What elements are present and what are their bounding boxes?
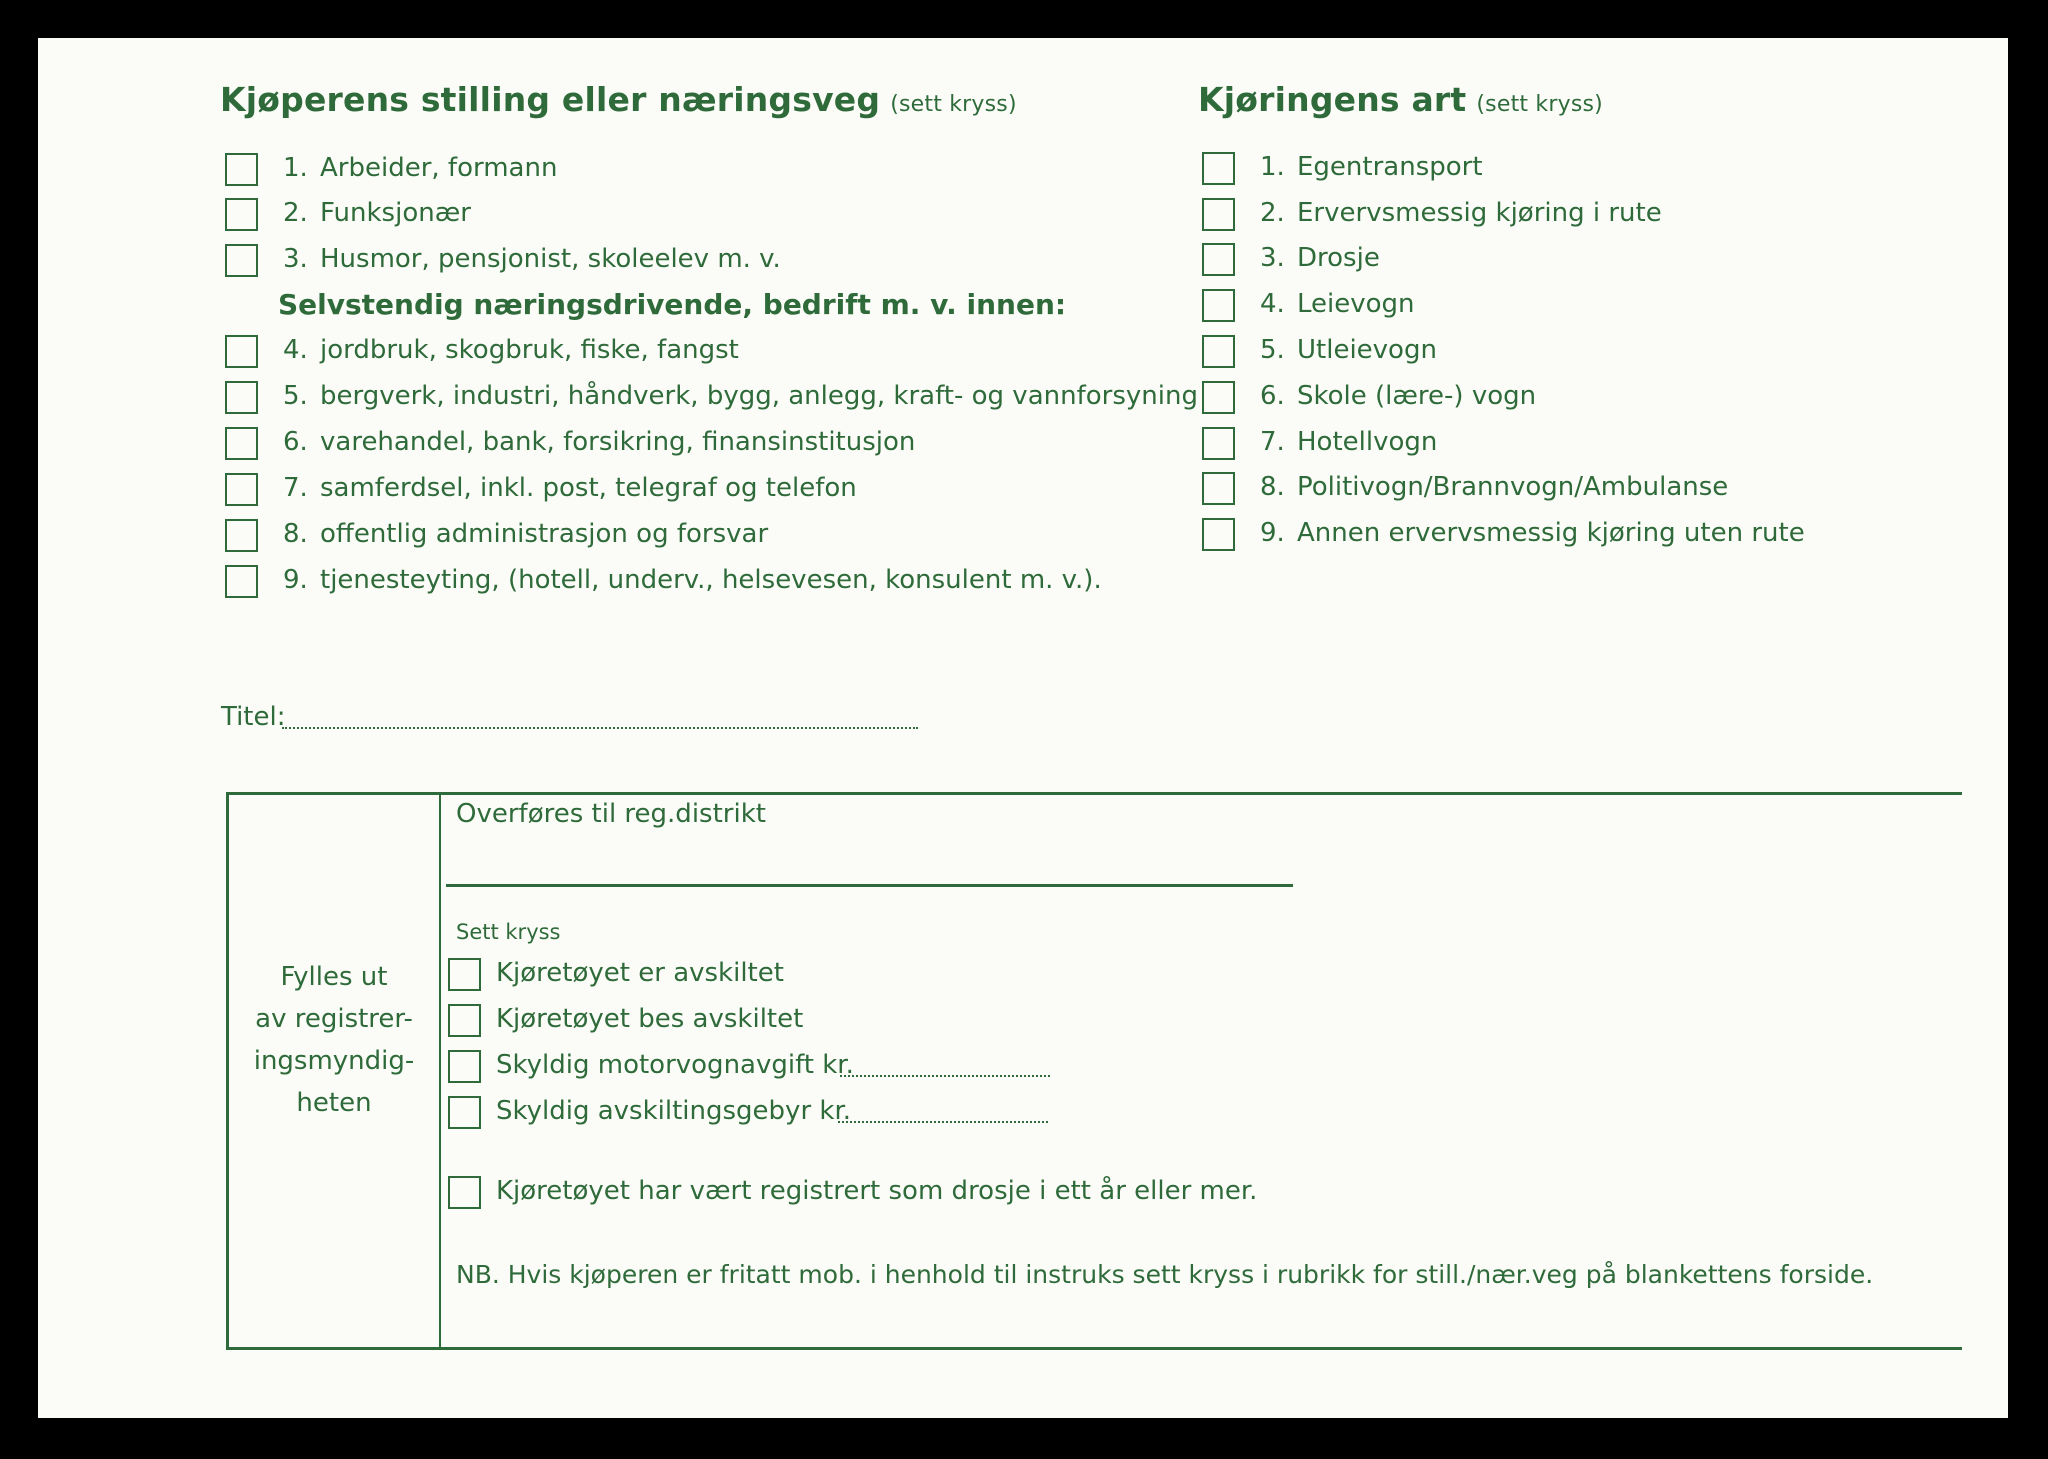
sett-kryss-label: Sett kryss bbox=[456, 920, 561, 944]
driving-type-title: Kjøringens art bbox=[1198, 80, 1467, 119]
item-number: 7. bbox=[1260, 427, 1285, 457]
item-label: Drosje bbox=[1297, 243, 1380, 273]
item-number: 8. bbox=[283, 519, 308, 549]
checkbox-occupation-2[interactable] bbox=[225, 198, 258, 231]
driving-item-2 bbox=[1260, 198, 1662, 228]
checkbox-driving-3[interactable] bbox=[1202, 243, 1235, 276]
item-number: 9. bbox=[1260, 518, 1285, 548]
deregistration-fee-field[interactable] bbox=[838, 1121, 1048, 1123]
item-number: 3. bbox=[1260, 243, 1285, 273]
item-label: Annen ervervsmessig kjøring uten rute bbox=[1297, 518, 1805, 548]
driving-item-5 bbox=[1260, 335, 1437, 365]
item-number: 1. bbox=[1260, 152, 1285, 182]
item-label: Arbeider, formann bbox=[320, 153, 558, 183]
item-label: varehandel, bank, forsikring, finansinstitusjon bbox=[320, 427, 916, 457]
checkbox-vehicle-tax[interactable] bbox=[448, 1050, 481, 1083]
checkbox-driving-7[interactable] bbox=[1202, 427, 1235, 460]
transfer-district-field[interactable] bbox=[446, 884, 1293, 887]
item-number: 8. bbox=[1260, 472, 1285, 502]
item-label: jordbruk, skogbruk, fiske, fangst bbox=[320, 335, 739, 365]
occupation-item-4 bbox=[283, 335, 739, 365]
vehicle-tax-label: Skyldig motorvognavgift kr. bbox=[496, 1050, 854, 1080]
item-number: 5. bbox=[1260, 335, 1285, 365]
box-bottom-border bbox=[226, 1347, 1962, 1350]
item-label: samferdsel, inkl. post, telegraf og telefon bbox=[320, 473, 857, 503]
box-top-border bbox=[226, 792, 1962, 795]
transfer-district-label: Overføres til reg.distrikt bbox=[456, 799, 766, 829]
buyer-occupation-heading bbox=[220, 80, 1017, 119]
item-label: Skole (lære-) vogn bbox=[1297, 381, 1537, 411]
checkbox-deregistration-fee[interactable] bbox=[448, 1096, 481, 1129]
occupation-item-1 bbox=[283, 153, 557, 183]
self-employed-subheading: Selvstendig næringsdrivende, bedrift m. v. innen: bbox=[278, 288, 1067, 321]
side-label-line: av registrer- bbox=[255, 1004, 413, 1034]
occupation-item-6 bbox=[283, 427, 915, 457]
side-label-line: Fylles ut bbox=[280, 962, 388, 992]
item-label: Hotellvogn bbox=[1297, 427, 1438, 457]
request-deregistration-label: Kjøretøyet bes avskiltet bbox=[496, 1004, 804, 1034]
item-number: 2. bbox=[283, 198, 308, 228]
checkbox-request-deregistration[interactable] bbox=[448, 1004, 481, 1037]
taxi-registered-label: Kjøretøyet har vært registrert som drosje i ett år eller mer. bbox=[496, 1176, 1258, 1206]
occupation-item-2 bbox=[283, 198, 471, 228]
vehicle-tax-field[interactable] bbox=[840, 1075, 1050, 1077]
buyer-occupation-note: (sett kryss) bbox=[890, 92, 1017, 117]
driving-item-7 bbox=[1260, 427, 1437, 457]
item-label: Ervervsmessig kjøring i rute bbox=[1297, 198, 1662, 228]
checkbox-occupation-4[interactable] bbox=[225, 335, 258, 368]
checkbox-driving-1[interactable] bbox=[1202, 152, 1235, 185]
item-number: 7. bbox=[283, 473, 308, 503]
item-number: 2. bbox=[1260, 198, 1285, 228]
checkbox-deregistered[interactable] bbox=[448, 958, 481, 991]
driving-item-8 bbox=[1260, 472, 1728, 502]
box-left-border bbox=[226, 792, 229, 1350]
checkbox-driving-2[interactable] bbox=[1202, 198, 1235, 231]
checkbox-driving-5[interactable] bbox=[1202, 335, 1235, 368]
occupation-item-5 bbox=[283, 381, 1198, 411]
driving-type-heading bbox=[1198, 80, 1603, 119]
checkbox-occupation-6[interactable] bbox=[225, 427, 258, 460]
item-number: 5. bbox=[283, 381, 308, 411]
driving-type-note: (sett kryss) bbox=[1476, 92, 1603, 117]
deregistered-label: Kjøretøyet er avskiltet bbox=[496, 958, 784, 988]
item-label: tjenesteyting, (hotell, underv., helsevesen, konsulent m. v.). bbox=[320, 565, 1102, 595]
checkbox-occupation-3[interactable] bbox=[225, 244, 258, 277]
driving-item-4 bbox=[1260, 289, 1415, 319]
item-label: bergverk, industri, håndverk, bygg, anlegg, kraft- og vannforsyning bbox=[320, 381, 1198, 411]
checkbox-occupation-1[interactable] bbox=[225, 153, 258, 186]
item-number: 4. bbox=[1260, 289, 1285, 319]
driving-item-9 bbox=[1260, 518, 1805, 548]
item-number: 3. bbox=[283, 244, 308, 274]
deregistration-fee-label: Skyldig avskiltingsgebyr kr. bbox=[496, 1096, 852, 1126]
item-label: offentlig administrasjon og forsvar bbox=[320, 519, 769, 549]
checkbox-occupation-9[interactable] bbox=[225, 565, 258, 598]
item-label: Funksjonær bbox=[320, 198, 471, 228]
registration-authority-label bbox=[234, 956, 434, 1124]
item-label: Politivogn/Brannvogn/Ambulanse bbox=[1297, 472, 1729, 502]
occupation-item-7 bbox=[283, 473, 857, 503]
item-label: Utleievogn bbox=[1297, 335, 1437, 365]
checkbox-driving-9[interactable] bbox=[1202, 518, 1235, 551]
item-label: Egentransport bbox=[1297, 152, 1483, 182]
titel-field[interactable] bbox=[282, 727, 918, 729]
checkbox-occupation-7[interactable] bbox=[225, 473, 258, 506]
side-label-line: ingsmyndig- bbox=[253, 1046, 415, 1076]
driving-item-3 bbox=[1260, 243, 1380, 273]
occupation-item-3 bbox=[283, 244, 781, 274]
titel-label: Titel: bbox=[221, 702, 286, 732]
checkbox-taxi-registered[interactable] bbox=[448, 1176, 481, 1209]
item-number: 4. bbox=[283, 335, 308, 365]
checkbox-driving-4[interactable] bbox=[1202, 289, 1235, 322]
buyer-occupation-title: Kjøperens stilling eller næringsveg bbox=[220, 80, 881, 119]
item-label: Leievogn bbox=[1297, 289, 1415, 319]
item-label: Husmor, pensjonist, skoleelev m. v. bbox=[320, 244, 781, 274]
nb-note: NB. Hvis kjøperen er fritatt mob. i henhold til instruks sett kryss i rubrikk for still./nær.veg på blankettens forside. bbox=[456, 1260, 1874, 1289]
checkbox-driving-8[interactable] bbox=[1202, 472, 1235, 505]
item-number: 6. bbox=[283, 427, 308, 457]
box-divider bbox=[439, 795, 441, 1347]
driving-item-6 bbox=[1260, 381, 1536, 411]
item-number: 6. bbox=[1260, 381, 1285, 411]
checkbox-occupation-5[interactable] bbox=[225, 381, 258, 414]
checkbox-driving-6[interactable] bbox=[1202, 381, 1235, 414]
side-label-line: heten bbox=[296, 1088, 372, 1118]
item-number: 1. bbox=[283, 153, 308, 183]
occupation-item-9 bbox=[283, 565, 1102, 595]
checkbox-occupation-8[interactable] bbox=[225, 519, 258, 552]
driving-item-1 bbox=[1260, 152, 1483, 182]
form-paper bbox=[38, 38, 2008, 1418]
item-number: 9. bbox=[283, 565, 308, 595]
occupation-item-8 bbox=[283, 519, 768, 549]
